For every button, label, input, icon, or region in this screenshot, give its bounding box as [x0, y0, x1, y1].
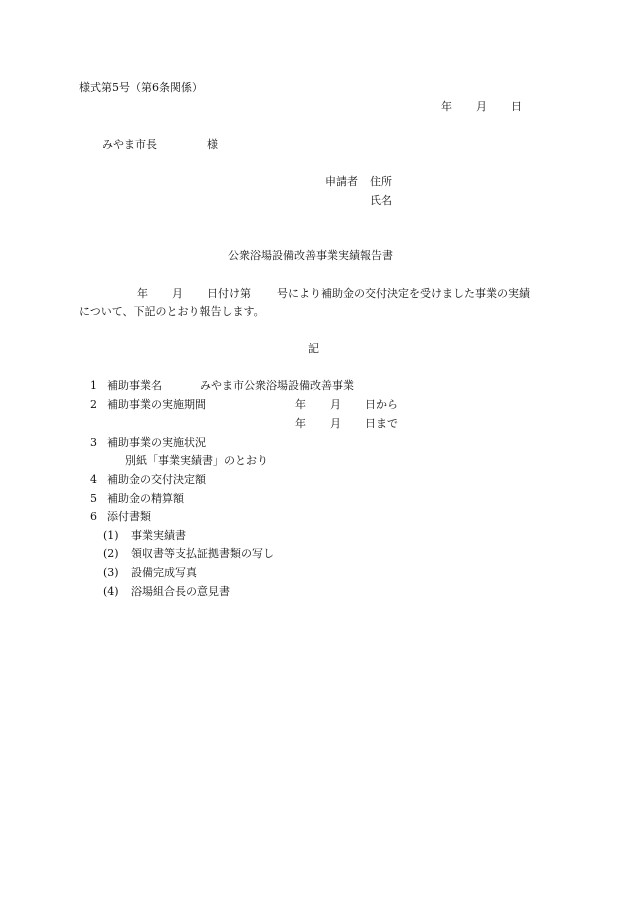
period-to-month: 月: [330, 417, 341, 430]
applicant-address-label: 住所: [370, 175, 392, 188]
applicant-label: 申請者: [325, 175, 358, 188]
addressee-honorific: 様: [207, 138, 218, 151]
item-label: 補助金の精算額: [107, 492, 184, 505]
period-from-year: 年: [295, 398, 306, 411]
item-label: 補助事業の実施状況: [107, 436, 206, 449]
body-month: 月: [172, 287, 183, 300]
attachment-label: 事業実績書: [131, 529, 186, 542]
applicant-name-label: 氏名: [370, 194, 392, 207]
item-number: 3: [90, 436, 97, 449]
item-label: 補助金の交付決定額: [107, 473, 206, 486]
attachment-number: (1): [103, 529, 119, 542]
addressee-name: みやま市長: [102, 138, 157, 151]
item-number: 1: [90, 379, 97, 392]
date-day: 日: [511, 100, 522, 113]
item-number: 5: [90, 492, 97, 505]
item-number: 6: [90, 510, 97, 523]
document-title: 公衆浴場設備改善事業実績報告書: [228, 249, 393, 262]
date-month: 月: [476, 100, 487, 113]
item-label: 添付書類: [107, 510, 151, 523]
body-year: 年: [137, 287, 148, 300]
item-sub-text: 別紙「事業実績書」のとおり: [125, 454, 268, 467]
item-label: 補助事業名: [107, 379, 162, 392]
item-number: 4: [90, 473, 97, 486]
project-name-value: みやま市公衆浴場設備改善事業: [200, 379, 354, 392]
attachment-number: (4): [103, 585, 119, 598]
item-number: 2: [90, 398, 97, 411]
attachment-label: 領収書等支払証拠書類の写し: [131, 547, 274, 560]
period-from-month: 月: [330, 398, 341, 411]
body-date-ref: 日付け第: [207, 287, 251, 300]
item-label: 補助事業の実施期間: [107, 398, 206, 411]
body-line1-rest: 号により補助金の交付決定を受けました事業の実績: [277, 287, 530, 300]
period-to-year: 年: [295, 417, 306, 430]
date-year: 年: [441, 100, 452, 113]
form-label: 様式第5号（第6条関係）: [79, 81, 203, 94]
attachment-label: 設備完成写真: [131, 566, 197, 579]
attachment-number: (2): [103, 547, 119, 560]
ki-heading: 記: [308, 342, 319, 355]
attachment-label: 浴場組合長の意見書: [131, 585, 230, 598]
body-line2: について、下記のとおり報告します。: [79, 305, 265, 318]
period-from-day: 日から: [365, 398, 398, 411]
period-to-day: 日まで: [365, 417, 398, 430]
attachment-number: (3): [103, 566, 119, 579]
